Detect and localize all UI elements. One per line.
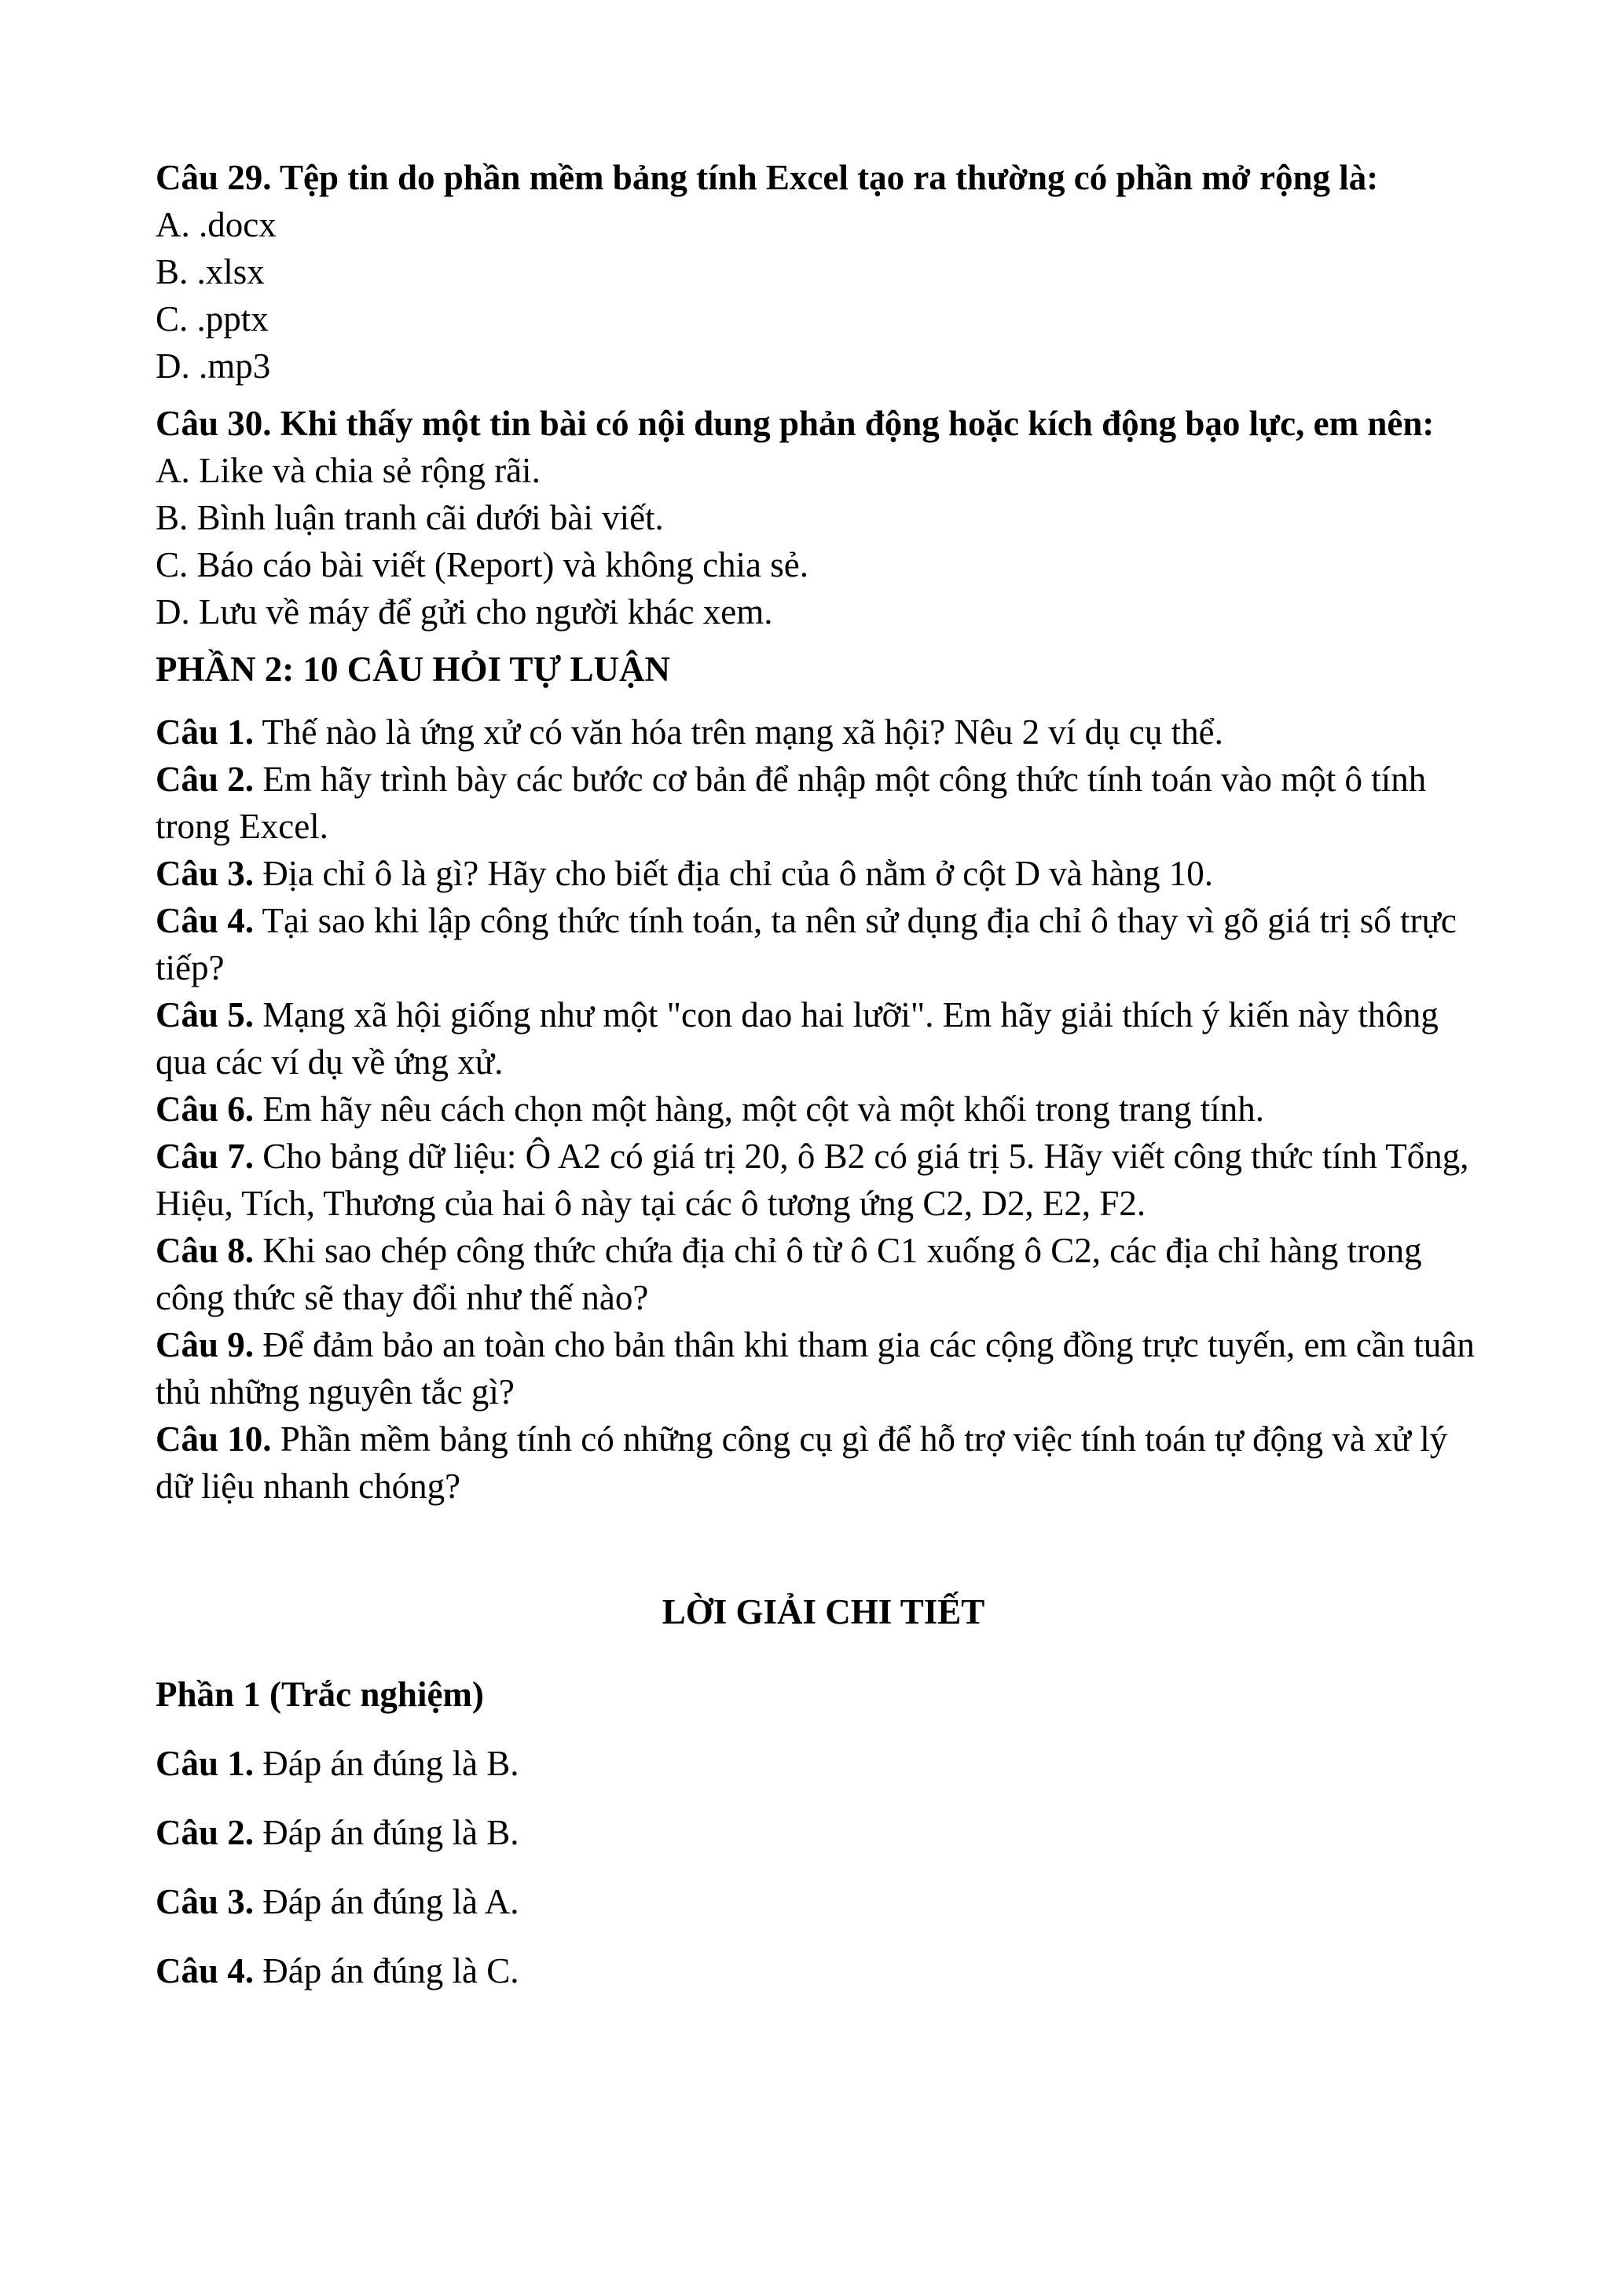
question-label: Câu 2. xyxy=(156,760,255,799)
question-text: Địa chỉ ô là gì? Hãy cho biết địa chỉ của ô nằm ở cột D và hàng 10. xyxy=(254,854,1213,893)
answer-3 xyxy=(156,1878,1491,1925)
question-label: Câu 4. xyxy=(156,901,255,940)
option-c: C. .pptx xyxy=(156,299,269,339)
essay-question-5 xyxy=(156,991,1491,1086)
question-text: Thế nào là ứng xử có văn hóa trên mạng xã hội? Nêu 2 ví dụ cụ thể. xyxy=(254,712,1223,752)
option-d: D. .mp3 xyxy=(156,346,271,386)
question-label: Câu 8. xyxy=(156,1231,255,1270)
essay-question-2 xyxy=(156,756,1491,850)
answer-label: Câu 1. xyxy=(156,1744,255,1783)
answer-1 xyxy=(156,1740,1491,1787)
answer-list xyxy=(156,1740,1491,1994)
answer-4 xyxy=(156,1947,1491,1994)
question-text: Để đảm bảo an toàn cho bản thân khi tham gia các cộng đồng trực tuyến, em cần tuân thủ những nguyên tắc gì? xyxy=(156,1325,1475,1412)
question-label: Câu 6. xyxy=(156,1089,255,1129)
answer-text: Đáp án đúng là A. xyxy=(254,1882,519,1921)
question-label: Câu 1. xyxy=(156,712,255,752)
answer-label: Câu 2. xyxy=(156,1813,255,1852)
essay-question-8 xyxy=(156,1227,1491,1321)
option-b: B. .xlsx xyxy=(156,252,265,291)
part-2-heading: PHẦN 2: 10 CÂU HỎI TỰ LUẬN xyxy=(156,650,671,689)
option-a: A. .docx xyxy=(156,205,277,244)
answer-label: Câu 3. xyxy=(156,1882,255,1921)
answer-label: Câu 4. xyxy=(156,1951,255,1990)
answer-text: Đáp án đúng là C. xyxy=(254,1951,519,1990)
document-content xyxy=(156,154,1491,2016)
question-text: Khi sao chép công thức chứa địa chỉ ô từ ô C1 xuống ô C2, các địa chỉ hàng trong công thức sẽ thay đổi như thế nào? xyxy=(156,1231,1422,1317)
question-text: Cho bảng dữ liệu: Ô A2 có giá trị 20, ô B2 có giá trị 5. Hãy viết công thức tính Tổng, Hiệu, Tích, Thương của hai ô này tại các ô tương ứng C2, D2, E2, F2. xyxy=(156,1137,1469,1223)
essay-question-10 xyxy=(156,1415,1491,1510)
question-label: Câu 7. xyxy=(156,1137,255,1176)
answer-2 xyxy=(156,1809,1491,1856)
essay-question-4 xyxy=(156,897,1491,991)
question-label: Câu 5. xyxy=(156,995,255,1034)
essay-question-9 xyxy=(156,1321,1491,1415)
question-label: Câu 3. xyxy=(156,854,255,893)
answer-text: Đáp án đúng là B. xyxy=(254,1813,519,1852)
question-text: Em hãy trình bày các bước cơ bản để nhập một công thức tính toán vào một ô tính trong Excel. xyxy=(156,760,1427,846)
question-30 xyxy=(156,400,1491,635)
option-b: B. Bình luận tranh cãi dưới bài viết. xyxy=(156,498,664,537)
question-text: Phần mềm bảng tính có những công cụ gì để hỗ trợ việc tính toán tự động và xử lý dữ liệu nhanh chóng? xyxy=(156,1419,1448,1506)
question-text: Mạng xã hội giống như một "con dao hai lưỡi". Em hãy giải thích ý kiến này thông qua các ví dụ về ứng xử. xyxy=(156,995,1439,1082)
answer-text: Đáp án đúng là B. xyxy=(254,1744,519,1783)
question-text: Em hãy nêu cách chọn một hàng, một cột và một khối trong trang tính. xyxy=(254,1089,1265,1129)
option-a: A. Like và chia sẻ rộng rãi. xyxy=(156,451,541,490)
solutions-title: LỜI GIẢI CHI TIẾT xyxy=(662,1592,985,1631)
option-c: C. Báo cáo bài viết (Report) và không chia sẻ. xyxy=(156,545,809,584)
question-title: Câu 30. Khi thấy một tin bài có nội dung phản động hoặc kích động bạo lực, em nên: xyxy=(156,404,1435,443)
question-label: Câu 9. xyxy=(156,1325,255,1364)
essay-question-6 xyxy=(156,1086,1491,1133)
essay-question-list xyxy=(156,709,1491,1510)
solutions-part-1-title: Phần 1 (Trắc nghiệm) xyxy=(156,1675,484,1714)
essay-question-1 xyxy=(156,709,1491,756)
option-d: D. Lưu về máy để gửi cho người khác xem. xyxy=(156,592,773,632)
question-title: Câu 29. Tệp tin do phần mềm bảng tính Excel tạo ra thường có phần mở rộng là: xyxy=(156,158,1379,197)
question-text: Tại sao khi lập công thức tính toán, ta nên sử dụng địa chỉ ô thay vì gõ giá trị số trực tiếp? xyxy=(156,901,1457,987)
essay-question-7 xyxy=(156,1133,1491,1227)
essay-question-3 xyxy=(156,850,1491,897)
question-29 xyxy=(156,154,1491,390)
question-label: Câu 10. xyxy=(156,1419,272,1459)
